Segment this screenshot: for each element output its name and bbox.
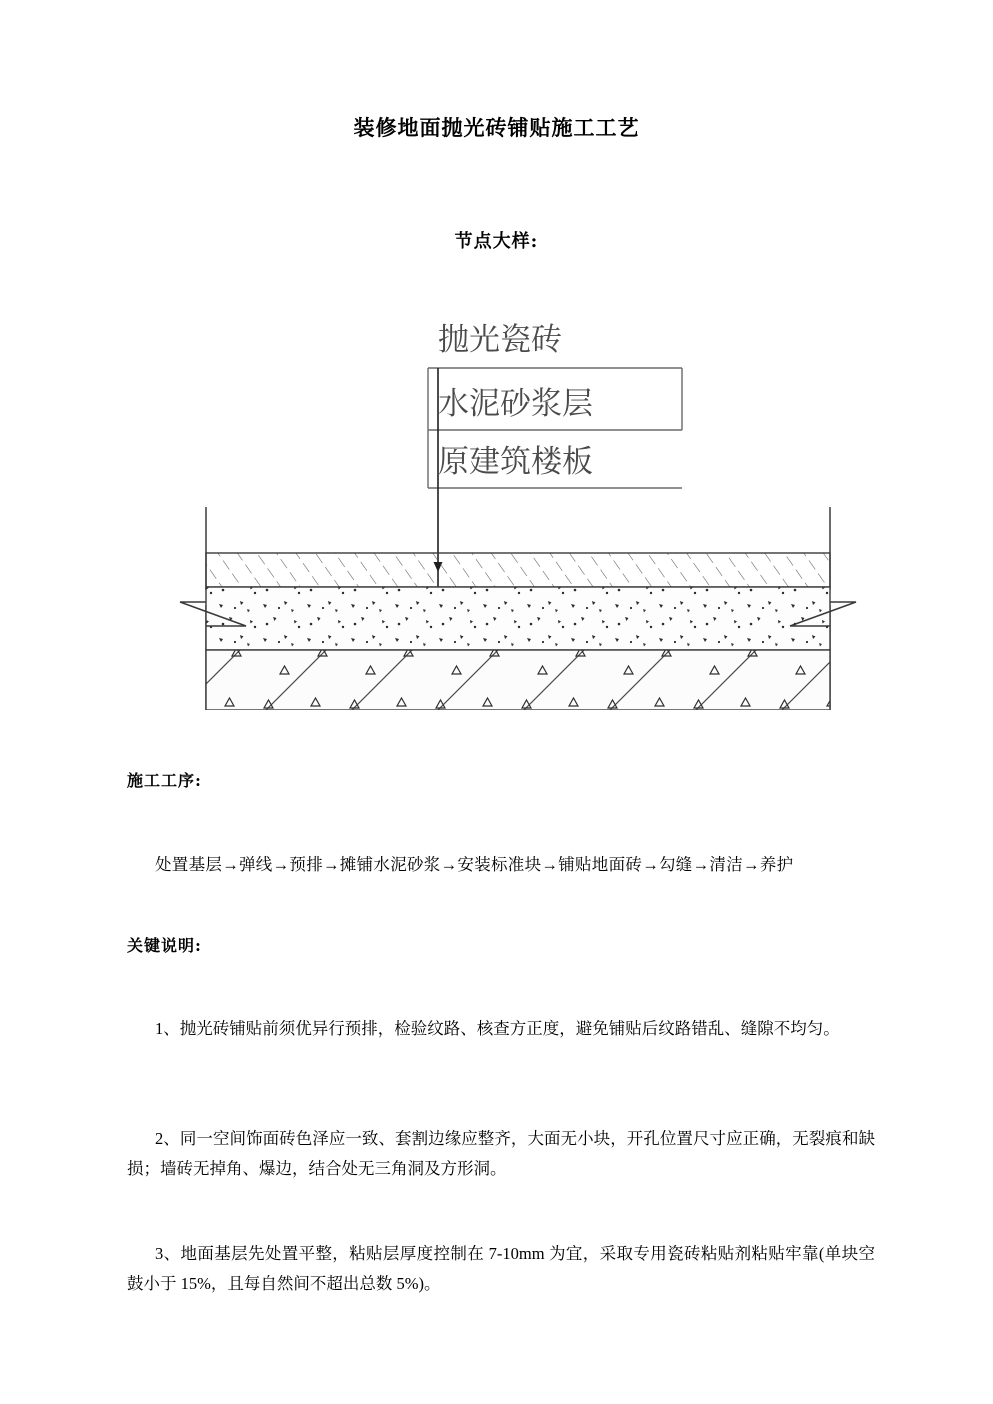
keynote-item (127, 1124, 875, 1184)
diagram-label-block (428, 322, 682, 488)
section-heading-procedure: 施工工序: (127, 771, 202, 790)
section-heading-keynotes: 关键说明: (127, 936, 202, 955)
construction-detail-diagram (170, 290, 860, 710)
page-title: 装修地面抛光砖铺贴施工工艺 (353, 115, 640, 140)
diagram-layer-tile (206, 553, 830, 587)
diagram-section-body (180, 507, 856, 710)
keynote-item (127, 1239, 875, 1299)
diagram-layer-mortar (206, 587, 830, 650)
diagram-layer-slab (206, 650, 830, 710)
diagram-label-slab: 原建筑楼板 (438, 444, 593, 480)
keynote-number: 3、 (155, 1244, 181, 1263)
keynote-number: 1、 (155, 1019, 180, 1038)
procedure-flow: 处置基层→弹线→预排→摊铺水泥砂浆→安装标准块→铺贴地面砖→勾缝→清洁→养护 (155, 855, 794, 874)
keynote-item (127, 1014, 875, 1044)
keynote-text: 同一空间饰面砖色泽应一致、套割边缘应整齐，大面无小块，开孔位置尺寸应正确，无裂痕和缺损；墙砖无掉角、爆边，结合处无三角洞及方形洞。 (127, 1129, 876, 1178)
diagram-label-mortar: 水泥砂浆层 (438, 386, 593, 422)
section-heading-node-detail: 节点大样: (454, 231, 539, 252)
diagram-label-tile: 抛光瓷砖 (438, 322, 562, 358)
keynote-text: 抛光砖铺贴前须优异行预排，检验纹路、核查方正度，避免铺贴后纹路错乱、缝隙不均匀。 (179, 1019, 840, 1038)
keynote-number: 2、 (155, 1129, 180, 1148)
keynote-text: 地面基层先处置平整，粘贴层厚度控制在 7-10mm 为宜，采取专用瓷砖粘贴剂粘贴牢靠(单块空鼓小于 15%，且每自然间不超出总数 5%)。 (127, 1244, 876, 1293)
